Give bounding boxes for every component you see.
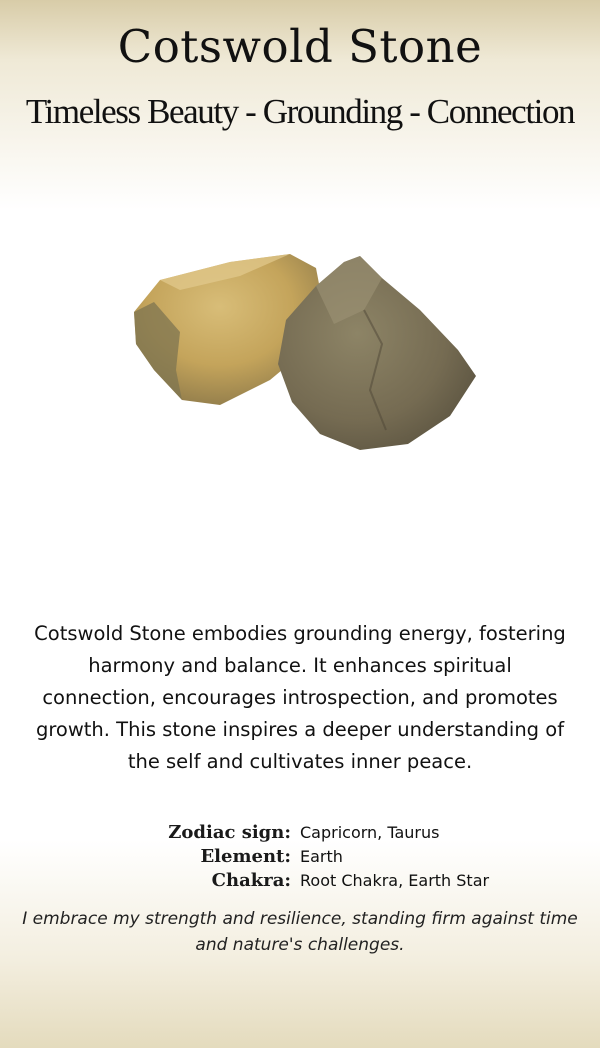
affirmation: I embrace my strength and resilience, standing firm against time and nature's challenges. (22, 909, 578, 955)
property-zodiac (0, 822, 600, 846)
properties-list (0, 822, 600, 894)
property-label: Chakra: (211, 870, 291, 891)
property-value: Earth (300, 847, 343, 866)
page-subtitle: Timeless Beauty - Grounding - Connection (25, 92, 575, 131)
page-title: Cotswold Stone (117, 20, 483, 73)
stone-image (120, 240, 490, 460)
property-value: Capricorn, Taurus (300, 823, 440, 842)
property-chakra (0, 870, 600, 894)
property-element (0, 846, 600, 870)
property-label: Zodiac sign: (168, 822, 291, 843)
stone-illustration (120, 240, 490, 460)
property-value: Root Chakra, Earth Star (300, 871, 490, 890)
property-label: Element: (200, 846, 291, 867)
stone-description: Cotswold Stone embodies grounding energy, fostering harmony and balance. It enhances spiritual connection, encourages introspection, and promotes growth. This stone inspires a deeper understanding of the self and cultivates inner peace. (34, 622, 566, 773)
